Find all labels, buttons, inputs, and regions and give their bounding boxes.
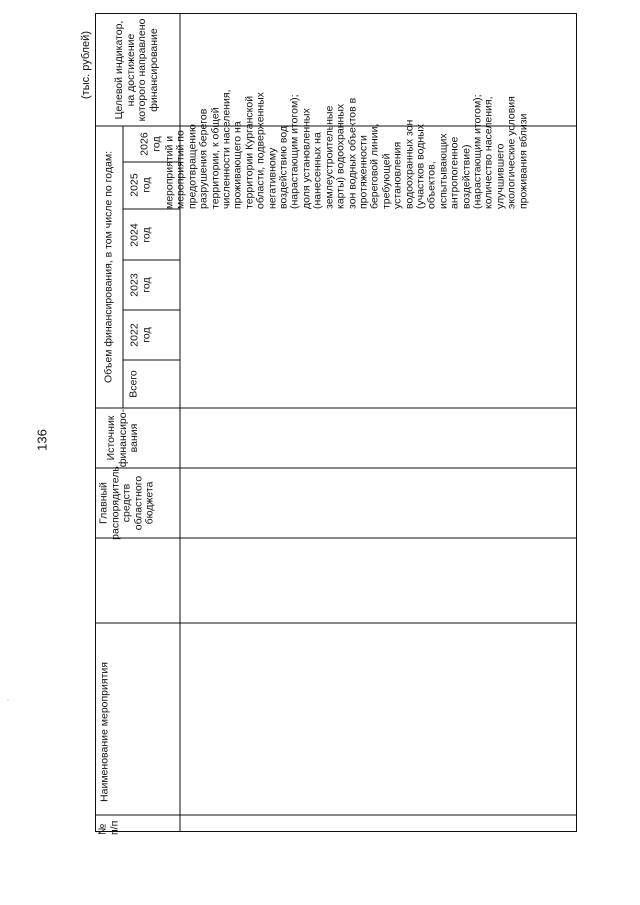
funding-table [95, 13, 577, 835]
header-total: Всего [127, 370, 140, 398]
header-funding-source: Источник финансиро-вания [104, 408, 140, 468]
header-year-2026: 2026 год [138, 132, 162, 156]
header-year-2022: 2022 год [128, 323, 152, 347]
units-label: (тыс. рублей) [80, 31, 92, 99]
header-funding-volume: Объем финансирования, в том числе по годам: [102, 151, 115, 383]
header-year-2024: 2024 год [128, 223, 152, 247]
header-target-indicator: Целевой индикатор, на достижение которого направлено финансирование [113, 18, 160, 122]
header-event-name: Наименование мероприятия [98, 662, 111, 802]
header-year-2025: 2025 год [128, 173, 152, 197]
header-year-2023: 2023 год [128, 273, 152, 297]
header-budget-manager: Главный распорядитель средств областного бюджета [97, 466, 156, 540]
header-row-number: № п/п [96, 820, 120, 835]
target-indicator-text: мероприятий и мероприятий по предотвращению разрушения берегов территории, к общей численности населения, проживающего на территории Курганской области, подверженных негативному воздействию вод (нарастающим итогом); доля установленных (нанесенных на землеустроительные карты) водоохранных зон водных объектов в протяженности береговой линии, требующей установления водоохранных зон (участков водных объектов, испытывающих антропогенное воздействие) (нарастающим итогом); количество населения, улучшившего экологические условия проживания вблизи [163, 89, 530, 209]
scan-mark: · [3, 698, 13, 702]
page-number: 136 [34, 429, 50, 451]
